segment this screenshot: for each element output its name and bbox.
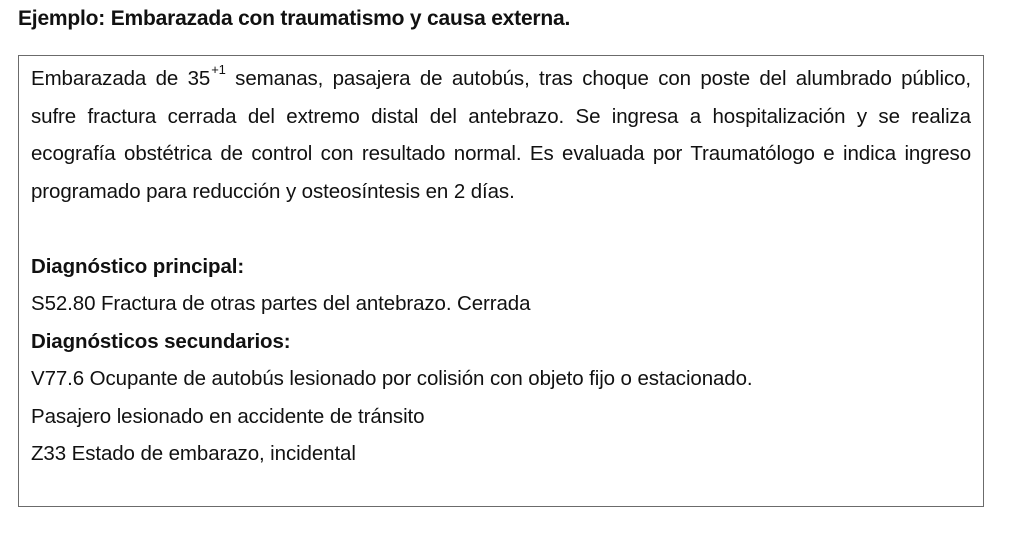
principal-diagnosis-heading: Diagnóstico principal: bbox=[31, 254, 245, 278]
case-narrative bbox=[31, 60, 971, 210]
secondary-diagnosis-item: Z33 Estado de embarazo, incidental bbox=[31, 442, 356, 465]
principal-diagnosis: S52.80 Fractura de otras partes del antebrazo. Cerrada bbox=[31, 292, 531, 315]
gestational-days-superscript: +1 bbox=[211, 62, 226, 78]
document-title: Ejemplo: Embarazada con traumatismo y causa externa. bbox=[18, 7, 571, 30]
narrative-rest: semanas, pasajera de autobús, tras choque con poste del alumbrado público, sufre fractura cerrada del extremo distal del antebrazo. Se ingresa a hospitalización y se realiza ecografía obstétrica de control con resultado normal. Es evaluada por Traumatólogo e indica ingreso programado para reducción y osteosíntesis en 2 días. bbox=[31, 67, 971, 203]
secondary-diagnosis-item: V77.6 Ocupante de autobús lesionado por colisión con objeto fijo o estacionado. bbox=[31, 367, 753, 390]
secondary-diagnoses-heading: Diagnósticos secundarios: bbox=[31, 329, 291, 353]
narrative-start: Embarazada de 35 bbox=[31, 67, 211, 90]
case-box bbox=[18, 55, 984, 507]
secondary-diagnosis-item: Pasajero lesionado en accidente de tránsito bbox=[31, 404, 425, 428]
section-spacer bbox=[31, 210, 971, 248]
